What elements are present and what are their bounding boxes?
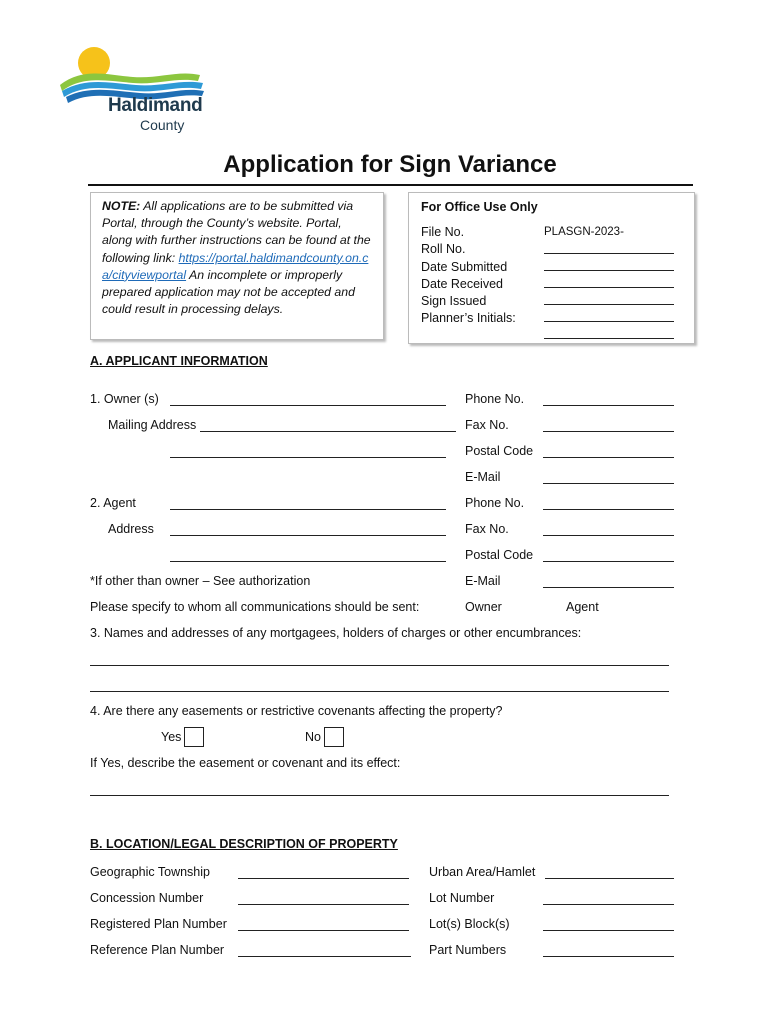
owner-field[interactable] (170, 405, 446, 406)
encumbrances-field-2[interactable] (90, 691, 669, 692)
if-yes-label: If Yes, describe the easement or covenant and its effect: (90, 756, 401, 770)
owner-postal-label: Postal Code (465, 444, 534, 458)
mailing-label: Mailing Address (108, 418, 197, 432)
office-label: Date Received (421, 276, 503, 291)
registered-plan-label: Registered Plan Number (90, 917, 227, 931)
concession-field[interactable] (238, 904, 409, 905)
portal-link[interactable]: https://portal.haldimandcounty.on.ca/cityviewportal (102, 250, 369, 282)
owner-fax-field[interactable] (543, 431, 674, 432)
file-no-value: PLASGN-2023- (544, 226, 624, 238)
logo-sub: County (140, 117, 185, 133)
option-agent[interactable]: Agent (566, 600, 599, 614)
sign-issued-field[interactable] (544, 304, 674, 305)
office-label: File No. (421, 225, 465, 239)
owner-postal-field[interactable] (543, 457, 674, 458)
title-rule (88, 184, 693, 186)
agent-field[interactable] (170, 509, 446, 510)
roll-no-field[interactable] (544, 253, 674, 254)
lots-block-field[interactable] (543, 930, 674, 931)
agent-address-field[interactable] (170, 535, 446, 536)
agent-label: 2. Agent (90, 496, 136, 510)
agent-postal-field[interactable] (543, 561, 674, 562)
agent-address-field-2[interactable] (170, 561, 446, 562)
concession-label: Concession Number (90, 891, 204, 905)
mailing-field-2[interactable] (170, 457, 446, 458)
date-submitted-field[interactable] (544, 270, 674, 271)
agent-email-field[interactable] (543, 587, 674, 588)
part-numbers-label: Part Numbers (429, 943, 507, 957)
geo-township-label: Geographic Township (90, 865, 210, 879)
urban-area-label: Urban Area/Hamlet (429, 865, 536, 879)
agent-fax-label: Fax No. (465, 522, 509, 536)
owner-email-field[interactable] (543, 483, 674, 484)
no-checkbox[interactable] (324, 727, 344, 747)
easement-field[interactable] (90, 795, 669, 796)
office-label: Roll No. (421, 242, 466, 257)
owner-label: 1. Owner (s) (90, 392, 159, 406)
urban-area-field[interactable] (545, 878, 674, 879)
lot-number-field[interactable] (543, 904, 674, 905)
no-label: No (305, 730, 321, 744)
encumbrances-field[interactable] (90, 665, 669, 666)
question-4: 4. Are there any easements or restrictive covenants affecting the property? (90, 704, 503, 718)
lot-number-label: Lot Number (429, 891, 495, 905)
logo-name: Haldimand (108, 95, 203, 116)
agent-fax-field[interactable] (543, 535, 674, 536)
registered-plan-field[interactable] (238, 930, 409, 931)
office-extra-field[interactable] (544, 338, 674, 339)
yes-label: Yes (161, 730, 182, 744)
mailing-field[interactable] (200, 431, 456, 432)
owner-phone-field[interactable] (543, 405, 674, 406)
yes-checkbox[interactable] (184, 727, 204, 747)
agent-email-label: E-Mail (465, 574, 501, 588)
agent-phone-field[interactable] (543, 509, 674, 510)
office-labels (421, 224, 516, 328)
note-box (90, 192, 384, 340)
office-label: Sign Issued (421, 294, 487, 309)
office-title: For Office Use Only (421, 200, 538, 214)
date-received-field[interactable] (544, 287, 674, 288)
agent-phone-label: Phone No. (465, 496, 525, 510)
owner-phone-label: Phone No. (465, 392, 525, 406)
reference-plan-field[interactable] (238, 956, 411, 957)
question-3: 3. Names and addresses of any mortgagees, holders of charges or other encumbrances: (90, 626, 582, 640)
note-label: NOTE: (102, 199, 141, 213)
office-values (544, 224, 624, 241)
section-a-heading: A. APPLICANT INFORMATION (90, 354, 268, 368)
office-label: Planner’s Initials: (421, 311, 516, 326)
agent-postal-label: Postal Code (465, 548, 534, 562)
office-use-box (408, 192, 695, 344)
section-b-heading: B. LOCATION/LEGAL DESCRIPTION OF PROPERTY (90, 837, 398, 851)
office-label: Date Submitted (421, 259, 508, 274)
part-numbers-field[interactable] (543, 956, 674, 957)
owner-fax-label: Fax No. (465, 418, 509, 432)
geo-township-field[interactable] (238, 878, 409, 879)
agent-address-label: Address (108, 522, 154, 536)
owner-email-label: E-Mail (465, 470, 501, 484)
planner-initials-field[interactable] (544, 321, 674, 322)
note-text: All applications are to be submitted via Portal, through the County’s website. Portal, along with further instructions can be found at the following link: (102, 199, 371, 265)
reference-plan-label: Reference Plan Number (90, 943, 225, 957)
note-after: An incomplete or improperly prepared application may not be accepted and could result in processing delays. (102, 267, 355, 317)
authorization-note: *If other than owner – See authorization (90, 574, 311, 588)
page-title: Application for Sign Variance (223, 151, 557, 178)
option-owner[interactable]: Owner (465, 600, 502, 614)
communications-label: Please specify to whom all communications should be sent: (90, 600, 420, 614)
lots-block-label: Lot(s) Block(s) (429, 917, 510, 931)
